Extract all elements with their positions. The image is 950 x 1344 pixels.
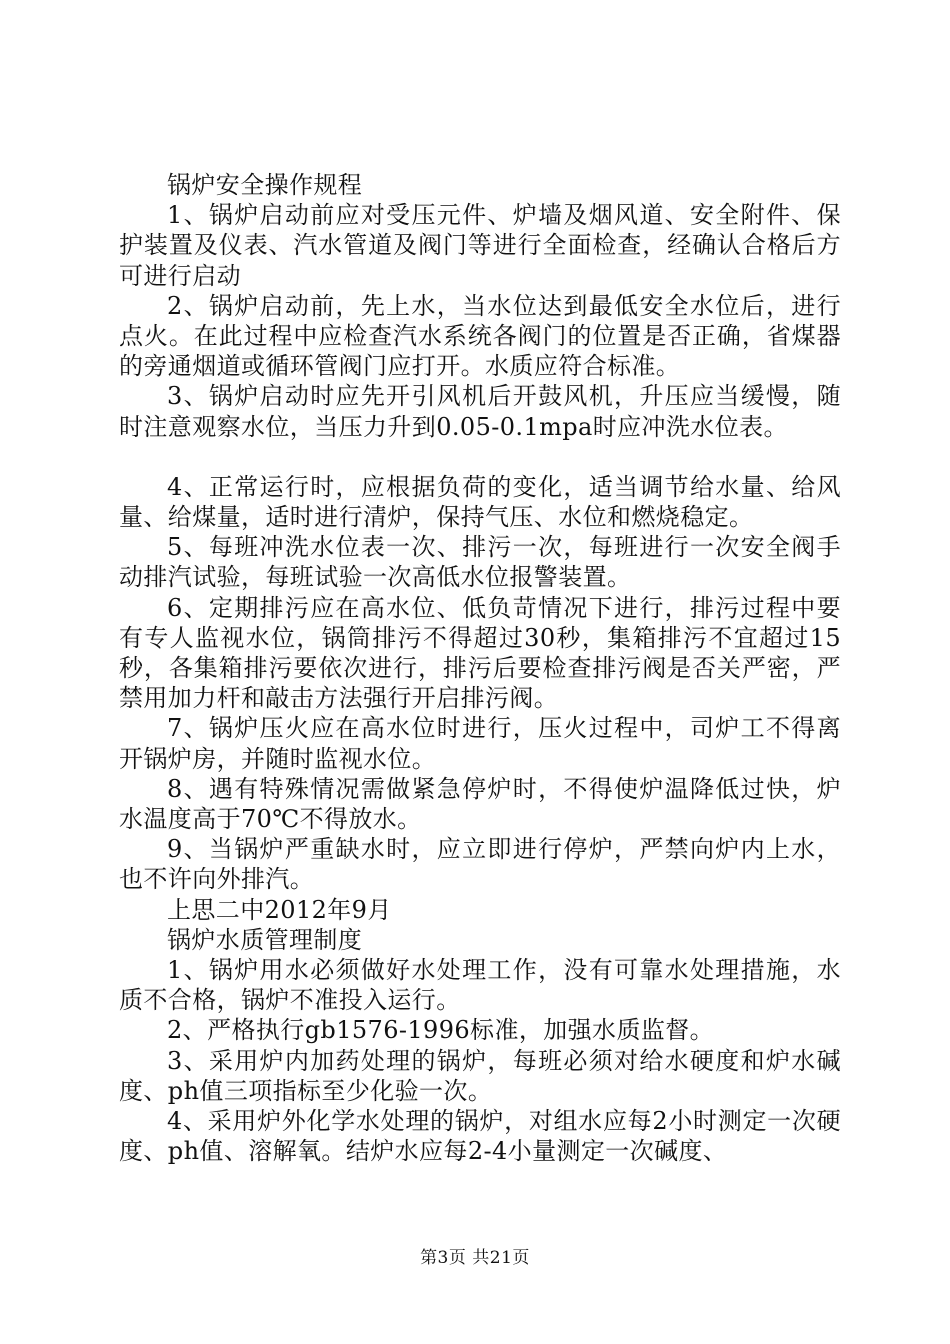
section-2-title: 锅炉水质管理制度 <box>167 925 363 954</box>
section-2-paragraph-3: 3、采用炉内加药处理的锅炉，每班必须对给水硬度和炉水碱度、ph值三项指标至少化验一次。 <box>119 1046 841 1105</box>
paragraph-8: 8、遇有特殊情况需做紧急停炉时，不得使炉温降低过快，炉水温度高于70℃不得放水。 <box>119 774 841 834</box>
paragraph-3: 3、锅炉启动时应先开引风机后开鼓风机，升压应当缓慢，随时注意观察水位，当压力升到0.05-0.1mpa时应冲洗水位表。 <box>119 382 841 441</box>
section-2-paragraph-2: 2、严格执行gb1576-1996标准，加强水质监督。 <box>167 1016 715 1045</box>
paragraph-9: 9、当锅炉严重缺水时，应立即进行停炉，严禁向炉内上水，也不许向外排汽。 <box>119 835 841 894</box>
paragraph-4: 4、正常运行时，应根据负荷的变化，适当调节给水量、给风量、给煤量，适时进行清炉，保持气压、水位和燃烧稳定。 <box>119 472 841 532</box>
section-title: 锅炉安全操作规程 <box>167 171 363 199</box>
paragraph-2: 2、锅炉启动前，先上水，当水位达到最低安全水位后，进行点火。在此过程中应检查汽水系统各阀门的位置是否正确，省煤器的旁通烟道或循环管阀门应打开。水质应符合标准。 <box>119 291 841 381</box>
section-2-paragraph-4: 4、采用炉外化学水处理的锅炉，对组水应每2小时测定一次硬度、ph值、溶解氧。结炉水应每2-4小量测定一次碱度、 <box>119 1107 841 1166</box>
paragraph-5: 5、每班冲洗水位表一次、排污一次，每班进行一次安全阀手动排汽试验，每班试验一次高低水位报警装置。 <box>119 533 841 592</box>
document-body <box>119 170 841 1167</box>
paragraph-7: 7、锅炉压火应在高水位时进行，压火过程中，司炉工不得离开锅炉房，并随时监视水位。 <box>119 714 841 773</box>
signature-line: 上思二中2012年9月 <box>167 895 392 924</box>
paragraph-1: 1、锅炉启动前应对受压元件、炉墙及烟风道、安全附件、保护装置及仪表、汽水管道及阀门等进行全面检查，经确认合格后方可进行启动 <box>119 201 841 290</box>
page-number-footer: 第3页 共21页 <box>420 1248 530 1268</box>
section-2-paragraph-1: 1、锅炉用水必须做好水处理工作，没有可靠水处理措施，水质不合格，锅炉不准投入运行。 <box>119 956 841 1015</box>
paragraph-6: 6、定期排污应在高水位、低负苛情况下进行，排污过程中要有专人监视水位，锅筒排污不得超过30秒，集箱排污不宜超过15秒，各集箱排污要依次进行，排污后要检查排污阀是否关严密，严禁用加力杆和敲击方法强行开启排污阀。 <box>119 593 841 713</box>
